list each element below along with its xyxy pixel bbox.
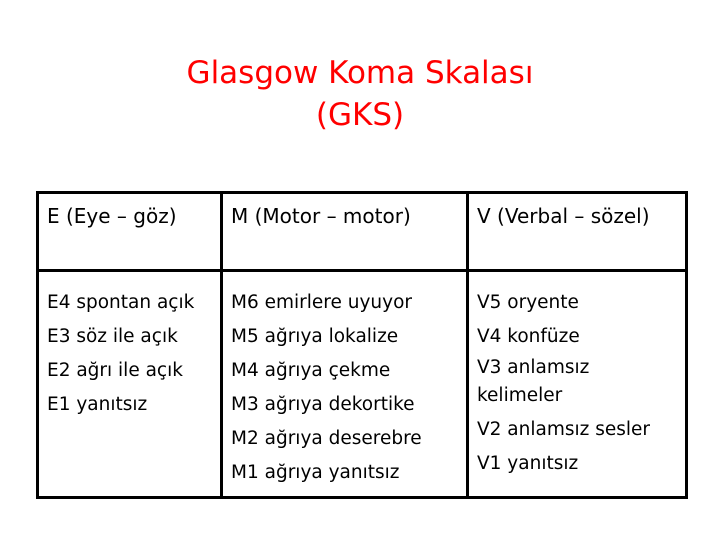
motor-cell [222, 271, 468, 498]
table-header-row [38, 193, 687, 271]
title-line-1: Glasgow Koma Skalası [186, 55, 534, 91]
motor-item-m4: M4 ağrıya çekme [231, 360, 391, 381]
motor-item-m3: M3 ağrıya dekortike [231, 394, 415, 415]
header-motor: M (Motor – motor) [222, 193, 468, 271]
header-verbal: V (Verbal – sözel) [468, 193, 687, 271]
eye-item-e4: E4 spontan açık [47, 292, 195, 313]
eye-item-e1: E1 yanıtsız [47, 394, 148, 415]
motor-item-m1: M1 ağrıya yanıtsız [231, 462, 400, 483]
header-eye: E (Eye – göz) [38, 193, 222, 271]
verbal-item-v3: V3 anlamsız kelimeler [477, 357, 590, 406]
verbal-item-v5: V5 oryente [477, 292, 579, 313]
eye-item-e2: E2 ağrı ile açık [47, 360, 183, 381]
motor-item-m6: M6 emirlere uyuyor [231, 292, 413, 313]
table-body-row [38, 271, 687, 498]
eye-item-e3: E3 söz ile açık [47, 326, 178, 347]
verbal-item-v1: V1 yanıtsız [477, 453, 579, 474]
verbal-item-v4: V4 konfüze [477, 326, 580, 347]
page-title [0, 52, 720, 136]
motor-item-m2: M2 ağrıya deserebre [231, 428, 422, 449]
title-line-2: (GKS) [315, 97, 405, 133]
verbal-item-v2: V2 anlamsız sesler [477, 419, 651, 440]
eye-cell [38, 271, 222, 498]
gks-table [36, 191, 688, 499]
verbal-cell [468, 271, 687, 498]
motor-item-m5: M5 ağrıya lokalize [231, 326, 399, 347]
